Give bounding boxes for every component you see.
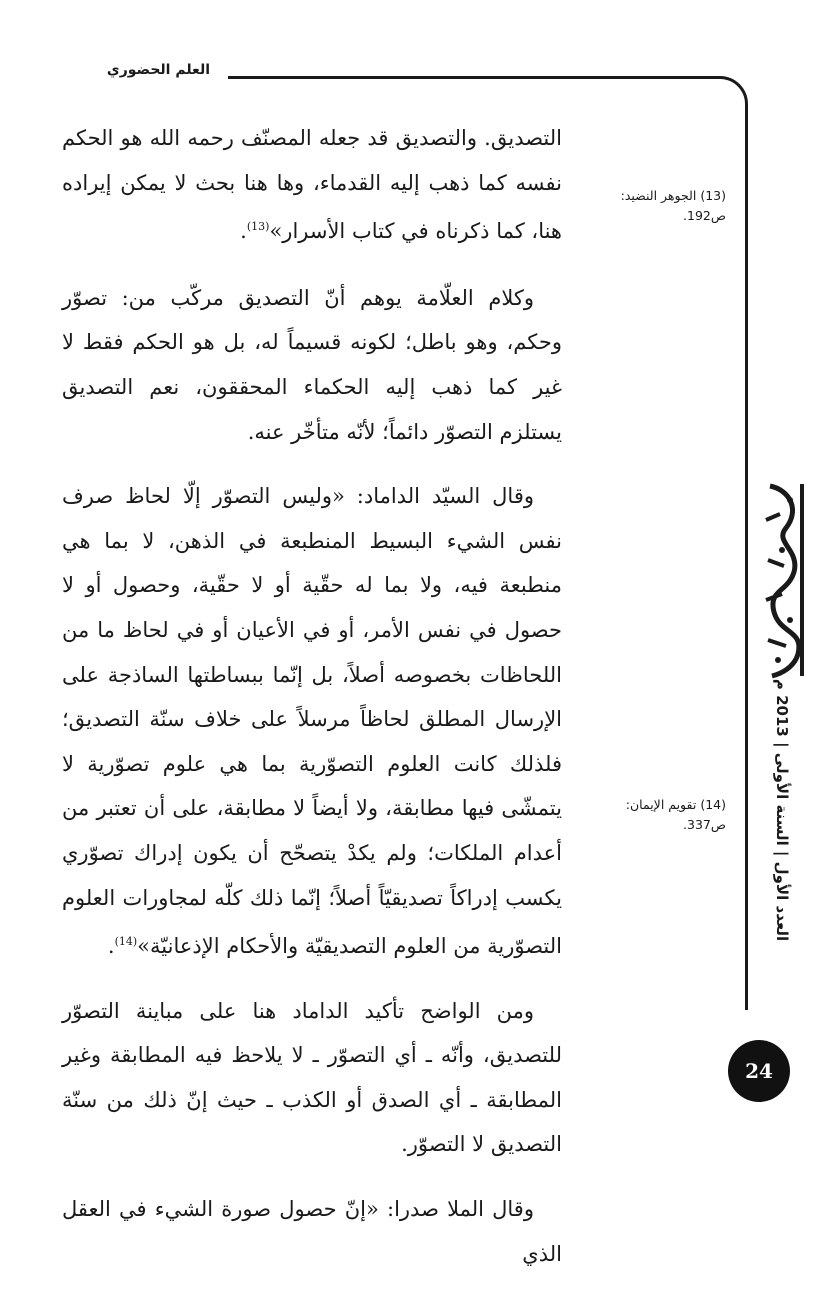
header-corner-curve: [700, 76, 748, 136]
body-text: [62, 116, 562, 1296]
issue-label-text: العدد الأول | السنة الأولى | 2013 م: [773, 678, 791, 942]
footnote-13-text: الجوهر النضيد:: [620, 188, 697, 203]
header-rule: [228, 76, 718, 79]
footnote-13: [598, 186, 726, 226]
running-header: العلم الحضوري: [106, 62, 210, 78]
paragraph-2: وكلام العلّامة يوهم أنّ التصديق مركّب من: تصوّر وحكم، وهو باطل؛ لكونه قسيماً له، بل هو الحكم فقط لا غير كما ذهب إليه الحكماء المحققون، نعم التصديق يستلزم التصوّر دائماً؛ لأنّه متأخّر عنه.: [62, 285, 562, 444]
footnote-14-text: تقويم الإيمان:: [625, 797, 697, 812]
journal-calligraphy-logo: [760, 480, 812, 680]
paragraph-1: التصديق. والتصديق قد جعله المصنّف رحمه الله هو الحكم نفسه كما ذهب إليه القدماء، وها هنا بحث لا يمكن إيراده هنا، كما ذكرناه في كتاب الأسرار»$^{(13)}$.: [62, 126, 562, 244]
footnote-14: [598, 795, 726, 835]
paragraph-1-text: التصديق. والتصديق قد جعله المصنّف رحمه الله هو الحكم نفسه كما ذهب إليه القدماء، وها هنا بحث لا يمكن إيراده هنا، كما ذكرناه في كتاب الأسرار»: [62, 126, 562, 244]
footnote-14-number: (14): [700, 797, 726, 812]
page-number-badge: 24: [728, 1040, 790, 1102]
issue-label-vertical: [732, 678, 829, 942]
paragraph-4: ومن الواضح تأكيد الداماد هنا على مباينة التصوّر للتصديق، وأنّه ـ أي التصوّر ـ لا يلاحظ فيه المطابقة وغير المطابقة ـ أي الصدق أو الكذب ـ حيث إنّ ذلك من سنّة التصديق لا التصوّر.: [62, 998, 562, 1157]
paragraph-3-text: وقال السيّد الداماد: «وليس التصوّر إلّا لحاظ صرف نفس الشيء البسيط المنطبعة في الذهن، لا بما هي منطبعة فيه، ولا بما له حقّية أو لا حقّية، وحصول أو لا حصول في نفس الأمر، أو في الأعيان أو في لحاظ ما من اللحاظات بخصوصه أصلاً، بل إنّما ببساطتها الساذجة على الإرسال المطلق لحاظاً مرسلاً على خلاف سنّة التصديق؛ فلذلك كانت العلوم التصوّرية بما هي علوم تصوّرية لا يتمشّى فيها مطابقة، ولا أيضاً لا مطابقة، على أن تعتبر من أعدام الملكات؛ ولم يكدْ يتصحّح أن يكون إدراك تصوّري يكسب إدراكاً تصديقيّاً أصلاً؛ إنّما ذلك كلّه لمجاورات العلوم التصوّرية من العلوم التصديقيّة والأحكام الإذعانيّة»: [62, 484, 562, 959]
footnote-ref-14[interactable]: (14): [114, 935, 138, 949]
footnote-13-page: ص192.: [683, 208, 726, 223]
paragraph-3: وقال السيّد الداماد: «وليس التصوّر إلّا لحاظ صرف نفس الشيء البسيط المنطبعة في الذهن، لا بما هي منطبعة فيه، ولا بما له حقّية أو لا حقّية، وحصول أو لا حصول في نفس الأمر، أو في الأعيان أو في لحاظ ما من اللحاظات بخصوصه أصلاً، بل إنّما ببساطتها الساذجة على الإرسال المطلق لحاظاً مرسلاً على خلاف سنّة التصديق؛ فلذلك كانت العلوم التصوّرية بما هي علوم تصوّرية لا يتمشّى فيها مطابقة، ولا أيضاً لا مطابقة، على أن تعتبر من أعدام الملكات؛ ولم يكدْ يتصحّح أن يكون إدراك تصوّري يكسب إدراكاً تصديقيّاً أصلاً؛ إنّما ذلك كلّه لمجاورات العلوم التصوّرية من العلوم التصديقيّة والأحكام الإذعانيّة»$^{(14)}$.: [62, 484, 562, 959]
footnote-ref-13[interactable]: (13): [246, 220, 270, 234]
footnote-14-page: ص337.: [683, 817, 726, 832]
paragraph-5: وقال الملا صدرا: «إنّ حصول صورة الشيء في العقل الذي: [62, 1197, 562, 1266]
footnote-13-number: (13): [700, 188, 726, 203]
